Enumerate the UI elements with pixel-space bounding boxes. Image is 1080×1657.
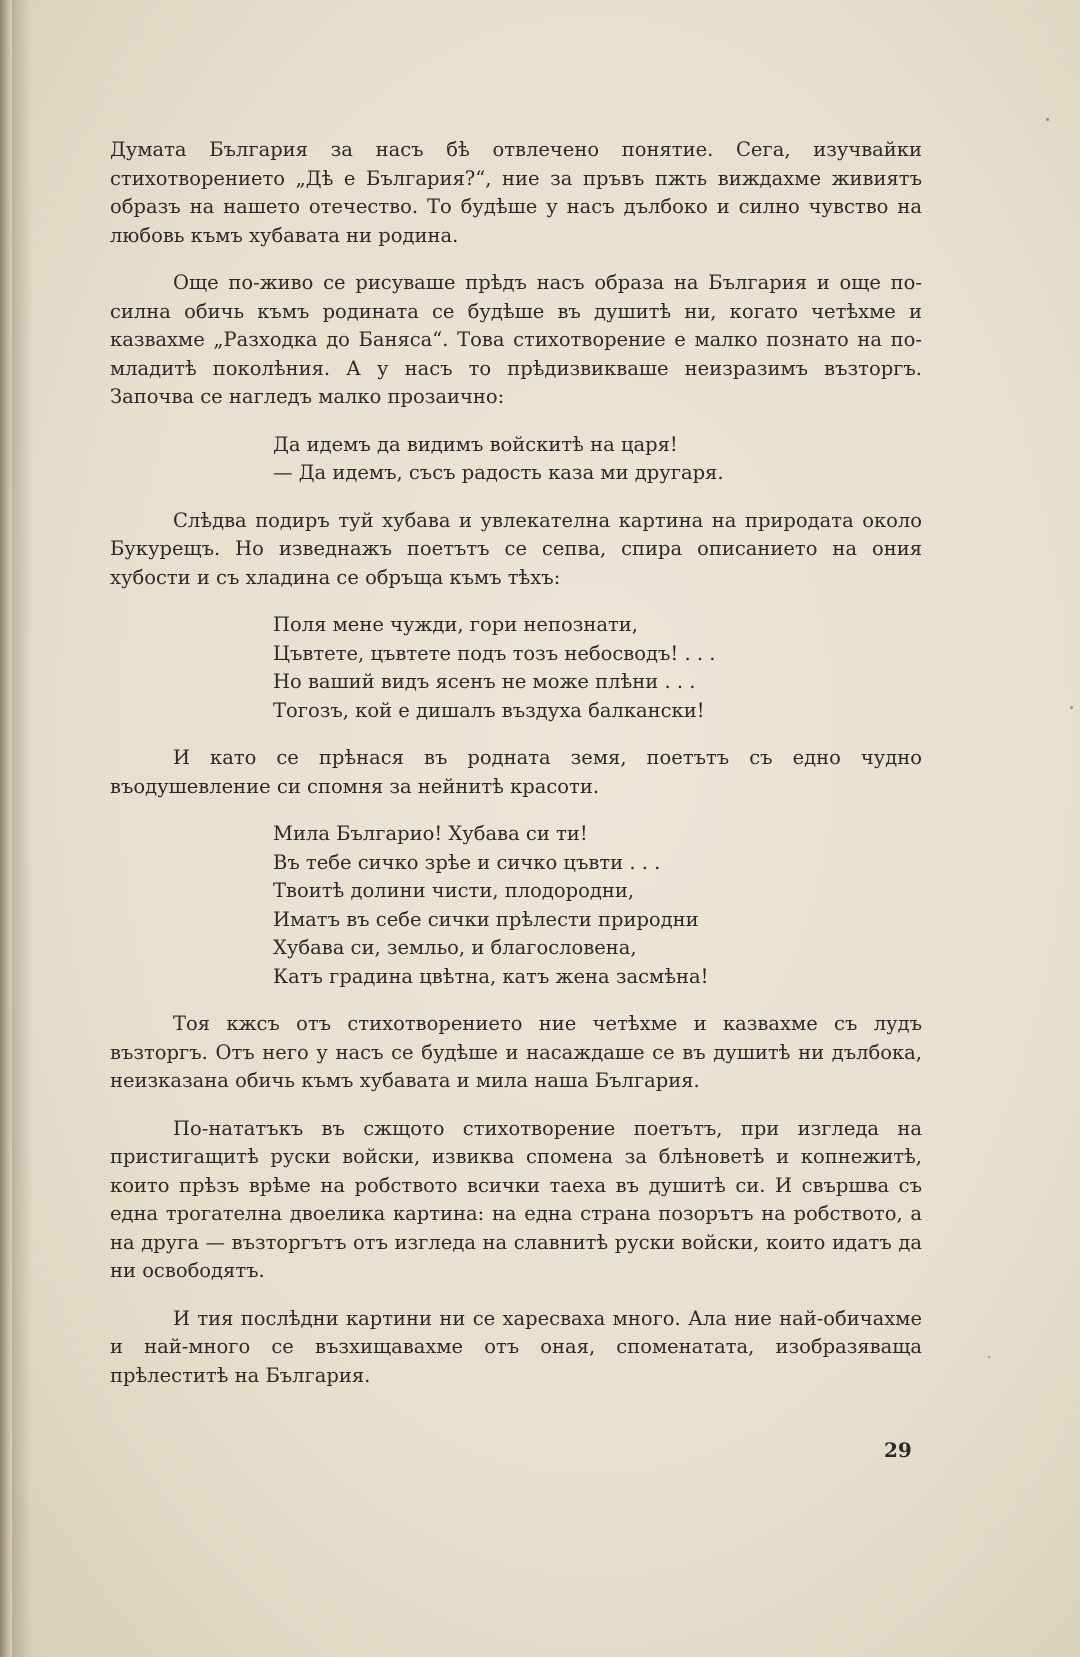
paper-speck	[1046, 118, 1049, 121]
verse-line: Хубава си, земльо, и благословена,	[273, 936, 637, 959]
paragraph-2: Още по-живо се рисуваше прѣдъ насъ образа на България и още по-силна обичь къмъ родината се будѣше въ душитѣ ни, когато четѣхме и казвахме „Разходка до Баняса“. Това стихотворение е малко познато на по-младитѣ поколѣния. А у насъ то прѣдизвикваше неизразимъ възторгъ. Започва се нагледъ малко прозаично:	[110, 271, 922, 408]
verse-line: Поля мене чужди, гори непознати,	[273, 613, 638, 636]
verse-line: Катъ градина цвѣтна, катъ жена засмѣна!	[273, 964, 709, 988]
paragraph-7: И тия послѣдни картини ни се харесваха много. Ала ние най-обичахме и най-много се възхищавахме отъ оная, споменатата, изобразяваща прѣлеститѣ на България.	[110, 1306, 922, 1387]
paragraph-1: Думата България за насъ бѣ отвлечено понятие. Сега, изучвайки стихотворението „Дѣ е България?“, ние за пръвъ пжть виждахме живиятъ образъ на нашето отечество. То будѣше у насъ дълбоко и силно чувство на любовь къмъ хубавата ни родина.	[110, 138, 922, 247]
paper-speck	[1070, 706, 1073, 709]
verse-line: Тогозъ, кой е дишалъ въздуха балкански!	[273, 698, 705, 722]
verse-block-3	[273, 820, 922, 991]
paper-speck	[988, 1356, 990, 1358]
page-body-text	[110, 136, 922, 1390]
verse-line: Иматъ въ себе сички прѣлести природни	[273, 907, 699, 931]
verse-line: Мила Българио! Хубава си ти!	[273, 822, 588, 845]
verse-line: Въ тебе сичко зрѣе и сичко цъвти . . .	[273, 850, 661, 874]
paragraph-6: По-нататъкъ въ сжщото стихотворение поетътъ, при изгледа на пристигащитѣ руски войски, извиква спомена за блѣноветѣ и копнежитѣ, които прѣзъ врѣме на робството всички таеха въ душитѣ си. И свършва съ една трогателна двоелика картина: на една страна позорътъ на робството, а на друга — възторгътъ отъ изгледа на славнитѣ руски войски, които идатъ да ни освободятъ.	[110, 1116, 922, 1282]
page-binding-shadow	[12, 0, 32, 1657]
verse-line: Но ваший видъ ясенъ не може плѣни . . .	[273, 670, 696, 693]
page-number: 29	[884, 1438, 912, 1462]
verse-line: — Да идемъ, съсъ радость каза ми другаря.	[273, 461, 724, 484]
paragraph-4: И като се прѣнася въ родната земя, поетътъ съ едно чудно въодушевление си спомня за нейнитѣ красоти.	[110, 746, 922, 798]
verse-line: Твоитѣ долини чисти, плодородни,	[273, 879, 635, 902]
verse-block-2	[273, 611, 922, 725]
paragraph-3: Слѣдва подиръ туй хубава и увлекателна картина на природата около Букурещъ. Но изведнажъ поетътъ се сепва, спира описанието на ония хубости и съ хладина се обръща къмъ тѣхъ:	[110, 508, 922, 589]
paragraph-5: Тоя кжсъ отъ стихотворението ние четѣхме и казвахме съ лудъ възторгъ. Отъ него у насъ се будѣше и насаждаше се въ душитѣ ни дълбока, неизказана обичь къмъ хубавата и мила наша България.	[110, 1012, 922, 1092]
verse-block-1	[273, 431, 922, 488]
verse-line: Да идемъ да видимъ войскитѣ на царя!	[273, 432, 678, 456]
verse-line: Цъвтете, цъвтете подъ тозъ небосводъ! . . .	[273, 641, 716, 665]
page-binding-edge	[0, 0, 12, 1657]
